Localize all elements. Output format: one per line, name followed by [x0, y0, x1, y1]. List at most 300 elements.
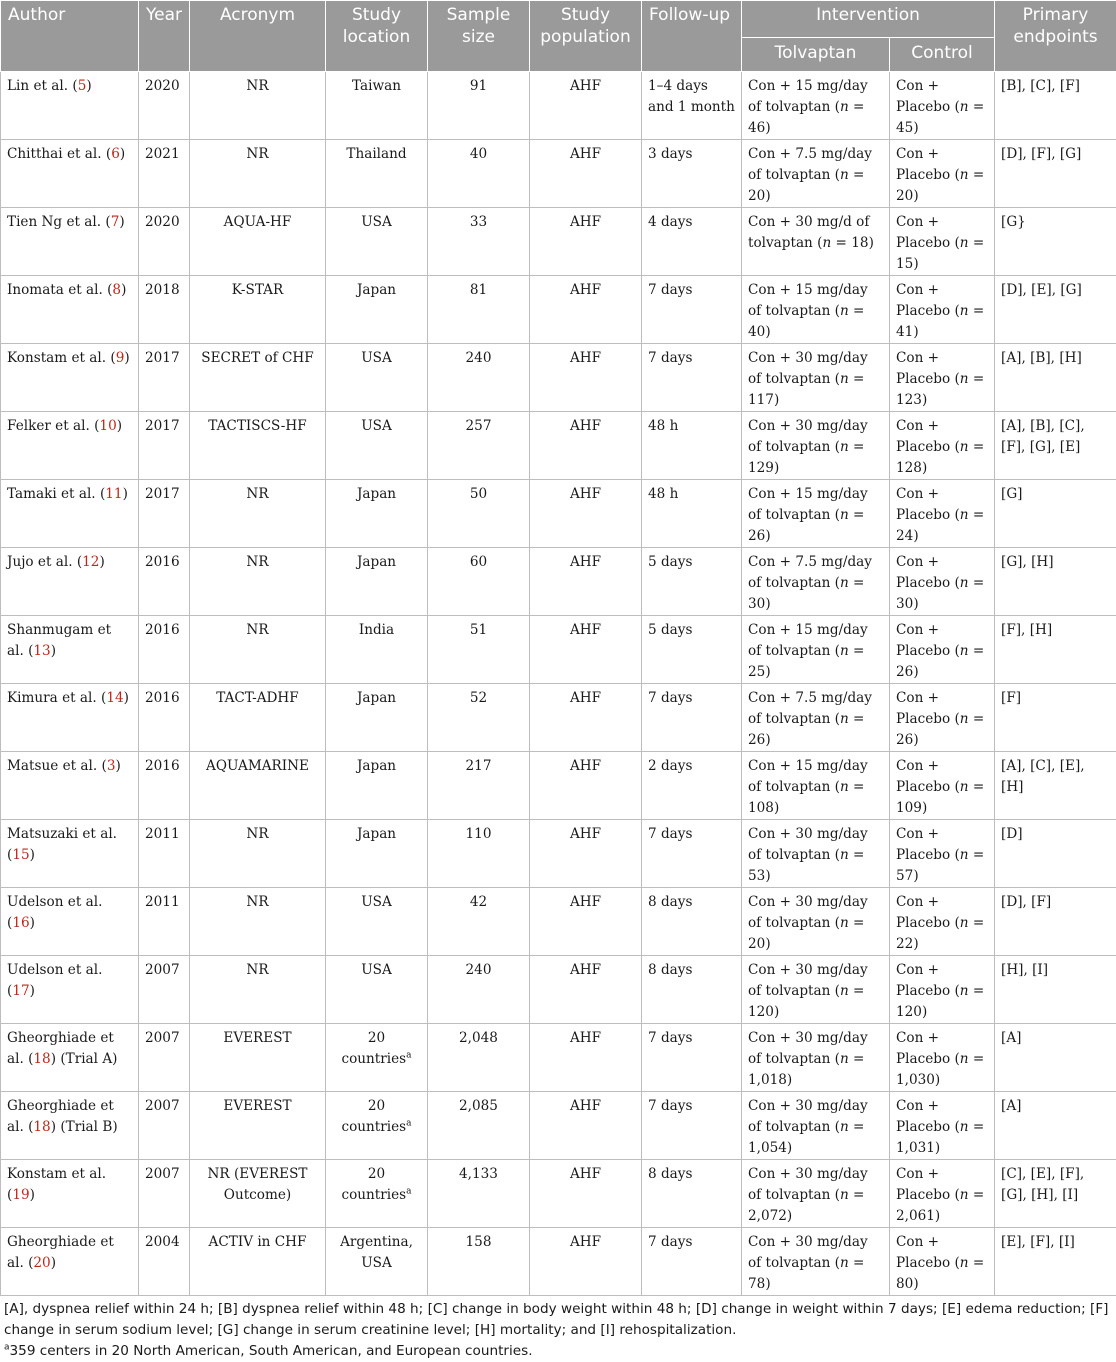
n-eq: =	[969, 643, 985, 659]
reference-link[interactable]: 11	[105, 486, 122, 502]
cell-control	[890, 820, 995, 888]
cell-follow-up: 8 days	[642, 1160, 742, 1228]
location-text: Japan	[357, 282, 396, 298]
reference-link[interactable]: 5	[78, 78, 87, 94]
control-n: 128	[896, 460, 922, 476]
cell-location	[326, 140, 428, 208]
close-paren: )	[913, 324, 918, 340]
location-text: USA	[361, 962, 392, 978]
n-eq: =	[849, 779, 865, 795]
cell-acronym: K-STAR	[190, 276, 326, 344]
n-eq: =	[849, 915, 865, 931]
n-label: n	[960, 439, 969, 455]
location-footnote-mark: a	[406, 1118, 411, 1128]
author-tail: )	[119, 214, 124, 230]
col-header-sample-size: Sample size	[428, 1, 530, 72]
cell-year: 2011	[139, 888, 190, 956]
cell-control	[890, 480, 995, 548]
cell-location	[326, 1160, 428, 1228]
col-header-study-population: Study population	[530, 1, 642, 72]
cell-location	[326, 956, 428, 1024]
table-row	[1, 480, 1116, 548]
cell-sample-size: 240	[428, 956, 530, 1024]
cell-year: 2004	[139, 1228, 190, 1296]
control-prefix: Con + Placebo (	[896, 1234, 960, 1271]
control-n: 1,031	[896, 1140, 935, 1156]
cell-tolvaptan	[742, 208, 890, 276]
cell-control	[890, 1024, 995, 1092]
reference-link[interactable]: 10	[99, 418, 116, 434]
cell-population: AHF	[530, 480, 642, 548]
cell-year: 2017	[139, 344, 190, 412]
n-eq: =	[849, 643, 865, 659]
tolvaptan-dose: Con + 15 mg/day of tolvaptan (	[748, 758, 868, 795]
n-eq: =	[849, 371, 865, 387]
reference-link[interactable]: 18	[33, 1051, 50, 1067]
cell-location	[326, 1228, 428, 1296]
author-tail: )	[124, 350, 129, 366]
control-n: 45	[896, 120, 913, 136]
n-label: n	[960, 371, 969, 387]
cell-acronym: NR	[190, 480, 326, 548]
cell-tolvaptan	[742, 412, 890, 480]
cell-tolvaptan	[742, 1228, 890, 1296]
cell-endpoints: [B], [C], [F]	[995, 72, 1116, 140]
cell-sample-size: 158	[428, 1228, 530, 1296]
tolvaptan-dose: Con + 30 mg/day of tolvaptan (	[748, 350, 868, 387]
cell-acronym: EVEREST	[190, 1024, 326, 1092]
reference-link[interactable]: 9	[116, 350, 125, 366]
control-n: 20	[896, 188, 913, 204]
author-tail: ) (Trial A)	[51, 1051, 118, 1067]
cell-endpoints: [F]	[995, 684, 1116, 752]
reference-link[interactable]: 8	[112, 282, 121, 298]
cell-control	[890, 276, 995, 344]
cell-follow-up: 48 h	[642, 480, 742, 548]
tolvaptan-dose: Con + 15 mg/day of tolvaptan (	[748, 486, 868, 523]
control-n: 120	[896, 1004, 922, 1020]
n-eq: =	[969, 779, 985, 795]
author-tail: )	[30, 847, 35, 863]
n-eq: =	[849, 1119, 865, 1135]
tolvaptan-n: 120	[748, 1004, 774, 1020]
table-row	[1, 888, 1116, 956]
control-n: 109	[896, 800, 922, 816]
n-label: n	[960, 1187, 969, 1203]
control-prefix: Con + Placebo (	[896, 826, 960, 863]
cell-tolvaptan	[742, 1092, 890, 1160]
cell-population: AHF	[530, 1160, 642, 1228]
author-tail: )	[115, 758, 120, 774]
n-label: n	[840, 983, 849, 999]
cell-tolvaptan	[742, 1024, 890, 1092]
cell-author	[1, 344, 139, 412]
n-eq: =	[969, 983, 985, 999]
n-label: n	[840, 575, 849, 591]
close-paren: )	[913, 868, 918, 884]
author-name: Inomata et al. (	[7, 282, 112, 298]
author-name: Konstam et al. (	[7, 1166, 106, 1203]
n-label: n	[960, 575, 969, 591]
cell-population: AHF	[530, 684, 642, 752]
location-text: 20 countries	[341, 1030, 406, 1067]
control-prefix: Con + Placebo (	[896, 350, 960, 387]
n-eq: =	[849, 575, 865, 591]
cell-location	[326, 412, 428, 480]
cell-control	[890, 888, 995, 956]
cell-follow-up: 3 days	[642, 140, 742, 208]
reference-link[interactable]: 15	[12, 847, 29, 863]
cell-location	[326, 752, 428, 820]
author-name: Konstam et al. (	[7, 350, 116, 366]
tolvaptan-n: 26	[748, 732, 765, 748]
control-prefix: Con + Placebo (	[896, 554, 960, 591]
close-paren: )	[913, 528, 918, 544]
cell-follow-up: 2 days	[642, 752, 742, 820]
cell-follow-up: 7 days	[642, 1024, 742, 1092]
close-paren: )	[765, 868, 770, 884]
cell-tolvaptan	[742, 548, 890, 616]
cell-acronym: NR	[190, 956, 326, 1024]
cell-population: AHF	[530, 548, 642, 616]
cell-year: 2017	[139, 480, 190, 548]
author-name: Shanmugam et al. (	[7, 622, 111, 659]
cell-year: 2011	[139, 820, 190, 888]
control-n: 24	[896, 528, 913, 544]
n-label: n	[840, 779, 849, 795]
header-row-1	[1, 1, 1116, 38]
control-prefix: Con + Placebo (	[896, 962, 960, 999]
cell-year: 2007	[139, 956, 190, 1024]
col-header-follow-up: Follow-up	[642, 1, 742, 72]
table-row	[1, 412, 1116, 480]
close-paren: )	[922, 800, 927, 816]
author-name: Jujo et al. (	[7, 554, 82, 570]
cell-population: AHF	[530, 412, 642, 480]
n-label: n	[840, 167, 849, 183]
cell-endpoints: [G], [H]	[995, 548, 1116, 616]
cell-sample-size: 2,048	[428, 1024, 530, 1092]
author-name: Udelson et al. (	[7, 962, 102, 999]
cell-follow-up: 1–4 days and 1 month	[642, 72, 742, 140]
n-eq: =	[831, 235, 851, 251]
cell-endpoints: [A]	[995, 1024, 1116, 1092]
close-paren: )	[935, 1072, 940, 1088]
reference-link[interactable]: 12	[82, 554, 99, 570]
control-prefix: Con + Placebo (	[896, 1166, 960, 1203]
tolvaptan-dose: Con + 30 mg/day of tolvaptan (	[748, 1234, 868, 1271]
cell-follow-up: 7 days	[642, 820, 742, 888]
n-eq: =	[969, 439, 985, 455]
cell-location	[326, 208, 428, 276]
n-eq: =	[969, 1051, 985, 1067]
col-header-study-location: Study location	[326, 1, 428, 72]
author-name: Gheorghiade et al. (	[7, 1098, 114, 1135]
close-paren: )	[913, 188, 918, 204]
control-prefix: Con + Placebo (	[896, 758, 960, 795]
col-header-year: Year	[139, 1, 190, 72]
tolvaptan-dose: Con + 30 mg/day of tolvaptan (	[748, 418, 868, 455]
author-tail: )	[51, 1255, 56, 1271]
cell-population: AHF	[530, 140, 642, 208]
cell-control	[890, 684, 995, 752]
control-prefix: Con + Placebo (	[896, 622, 960, 659]
reference-link[interactable]: 17	[12, 983, 29, 999]
close-paren: )	[935, 1208, 940, 1224]
cell-acronym: NR	[190, 616, 326, 684]
location-text: USA	[361, 214, 392, 230]
n-eq: =	[849, 167, 865, 183]
tolvaptan-n: 108	[748, 800, 774, 816]
tolvaptan-n: 117	[748, 392, 774, 408]
reference-link[interactable]: 13	[33, 643, 50, 659]
author-tail: )	[117, 418, 122, 434]
cell-author	[1, 1228, 139, 1296]
author-tail: )	[99, 554, 104, 570]
table-row	[1, 344, 1116, 412]
table-row	[1, 208, 1116, 276]
cell-acronym: NR	[190, 140, 326, 208]
n-eq: =	[849, 1255, 865, 1271]
n-eq: =	[969, 711, 985, 727]
cell-follow-up: 8 days	[642, 888, 742, 956]
author-tail: )	[30, 1187, 35, 1203]
n-label: n	[840, 643, 849, 659]
n-eq: =	[969, 167, 985, 183]
n-label: n	[840, 439, 849, 455]
close-paren: )	[765, 732, 770, 748]
n-label: n	[840, 711, 849, 727]
close-paren: )	[869, 235, 874, 251]
cell-acronym: NR	[190, 820, 326, 888]
cell-tolvaptan	[742, 888, 890, 956]
author-tail: )	[120, 146, 125, 162]
location-text: USA	[361, 418, 392, 434]
close-paren: )	[765, 528, 770, 544]
n-label: n	[840, 1187, 849, 1203]
cell-year: 2020	[139, 208, 190, 276]
tolvaptan-n: 46	[748, 120, 765, 136]
cell-location	[326, 344, 428, 412]
tolvaptan-dose: Con + 30 mg/day of tolvaptan (	[748, 894, 868, 931]
tolvaptan-dose: Con + 30 mg/day of tolvaptan (	[748, 1030, 868, 1067]
close-paren: )	[922, 1004, 927, 1020]
cell-population: AHF	[530, 752, 642, 820]
cell-control	[890, 1092, 995, 1160]
author-name: Matsue et al. (	[7, 758, 107, 774]
n-eq: =	[849, 99, 865, 115]
col-header-tolvaptan: Tolvaptan	[742, 38, 890, 72]
cell-endpoints: [C], [E], [F], [G], [H], [I]	[995, 1160, 1116, 1228]
table-row	[1, 276, 1116, 344]
cell-population: AHF	[530, 1024, 642, 1092]
close-paren: )	[922, 460, 927, 476]
location-text: Japan	[357, 690, 396, 706]
cell-location	[326, 684, 428, 752]
footnote-a-mark: a	[4, 1342, 10, 1352]
cell-author	[1, 888, 139, 956]
cell-sample-size: 40	[428, 140, 530, 208]
reference-link[interactable]: 16	[12, 915, 29, 931]
author-name: Tien Ng et al. (	[7, 214, 111, 230]
cell-sample-size: 91	[428, 72, 530, 140]
reference-link[interactable]: 6	[111, 146, 120, 162]
cell-control	[890, 412, 995, 480]
cell-tolvaptan	[742, 956, 890, 1024]
control-prefix: Con + Placebo (	[896, 1098, 960, 1135]
control-prefix: Con + Placebo (	[896, 78, 960, 115]
tolvaptan-n: 20	[748, 188, 765, 204]
reference-link[interactable]: 3	[107, 758, 116, 774]
n-label: n	[822, 235, 831, 251]
cell-endpoints: [D], [F]	[995, 888, 1116, 956]
col-header-control: Control	[890, 38, 995, 72]
reference-link[interactable]: 20	[33, 1255, 50, 1271]
cell-author	[1, 820, 139, 888]
cell-tolvaptan	[742, 684, 890, 752]
cell-sample-size: 81	[428, 276, 530, 344]
close-paren: )	[913, 120, 918, 136]
n-label: n	[840, 507, 849, 523]
cell-tolvaptan	[742, 820, 890, 888]
n-label: n	[960, 1119, 969, 1135]
control-n: 80	[896, 1276, 913, 1292]
reference-link[interactable]: 14	[106, 690, 123, 706]
cell-tolvaptan	[742, 480, 890, 548]
location-text: Argentina, USA	[340, 1234, 413, 1271]
tolvaptan-dose: Con + 30 mg/day of tolvaptan (	[748, 1166, 868, 1203]
control-n: 22	[896, 936, 913, 952]
cell-endpoints: [F], [H]	[995, 616, 1116, 684]
table-footnotes	[0, 1296, 1116, 1362]
table-row	[1, 140, 1116, 208]
cell-acronym: SECRET of CHF	[190, 344, 326, 412]
cell-population: AHF	[530, 616, 642, 684]
col-header-author: Author	[1, 1, 139, 72]
cell-location	[326, 480, 428, 548]
location-footnote-mark: a	[406, 1050, 411, 1060]
n-label: n	[960, 711, 969, 727]
close-paren: )	[922, 392, 927, 408]
reference-link[interactable]: 18	[33, 1119, 50, 1135]
cell-tolvaptan	[742, 72, 890, 140]
n-eq: =	[969, 303, 985, 319]
cell-control	[890, 752, 995, 820]
cell-acronym: NR (EVEREST Outcome)	[190, 1160, 326, 1228]
tolvaptan-n: 20	[748, 936, 765, 952]
location-text: Japan	[357, 826, 396, 842]
cell-year: 2018	[139, 276, 190, 344]
close-paren: )	[765, 1276, 770, 1292]
cell-sample-size: 42	[428, 888, 530, 956]
cell-sample-size: 33	[428, 208, 530, 276]
reference-link[interactable]: 7	[111, 214, 120, 230]
author-name: Gheorghiade et al. (	[7, 1234, 114, 1271]
cell-year: 2017	[139, 412, 190, 480]
cell-endpoints: [E], [F], [I]	[995, 1228, 1116, 1296]
cell-author	[1, 956, 139, 1024]
cell-author	[1, 752, 139, 820]
table-row	[1, 1228, 1116, 1296]
author-tail: ) (Trial B)	[51, 1119, 118, 1135]
table-row	[1, 752, 1116, 820]
n-label: n	[840, 371, 849, 387]
n-eq: =	[969, 1119, 985, 1135]
author-name: Kimura et al. (	[7, 690, 106, 706]
cell-control	[890, 956, 995, 1024]
cell-author	[1, 480, 139, 548]
n-eq: =	[849, 1187, 865, 1203]
n-label: n	[960, 303, 969, 319]
n-eq: =	[969, 575, 985, 591]
col-header-primary-endpoints: Primary endpoints	[995, 1, 1116, 72]
control-n: 2,061	[896, 1208, 935, 1224]
cell-author	[1, 548, 139, 616]
close-paren: )	[913, 256, 918, 272]
cell-endpoints: [D], [E], [G]	[995, 276, 1116, 344]
close-paren: )	[787, 1072, 792, 1088]
cell-endpoints: [H], [I]	[995, 956, 1116, 1024]
close-paren: )	[765, 324, 770, 340]
cell-endpoints: [A]	[995, 1092, 1116, 1160]
author-name: Matsuzaki et al. (	[7, 826, 117, 863]
reference-link[interactable]: 19	[12, 1187, 29, 1203]
n-eq: =	[849, 711, 865, 727]
cell-follow-up: 8 days	[642, 956, 742, 1024]
n-label: n	[960, 99, 969, 115]
author-name: Gheorghiade et al. (	[7, 1030, 114, 1067]
n-eq: =	[849, 983, 865, 999]
author-name: Tamaki et al. (	[7, 486, 105, 502]
footnote-a-text: 359 centers in 20 North American, South American, and European countries.	[10, 1343, 533, 1359]
close-paren: )	[774, 800, 779, 816]
close-paren: )	[765, 936, 770, 952]
cell-location	[326, 1092, 428, 1160]
author-name: Chitthai et al. (	[7, 146, 111, 162]
tolvaptan-dose: Con + 15 mg/day of tolvaptan (	[748, 78, 868, 115]
cell-follow-up: 7 days	[642, 344, 742, 412]
n-label: n	[840, 1051, 849, 1067]
cell-author	[1, 684, 139, 752]
cell-sample-size: 51	[428, 616, 530, 684]
cell-location	[326, 276, 428, 344]
tolvaptan-dose: Con + 7.5 mg/day of tolvaptan (	[748, 554, 872, 591]
location-footnote-mark: a	[406, 1186, 411, 1196]
n-eq: =	[849, 507, 865, 523]
location-text: Japan	[357, 486, 396, 502]
close-paren: )	[913, 936, 918, 952]
table-row	[1, 1024, 1116, 1092]
cell-endpoints: [A], [B], [C], [F], [G], [E]	[995, 412, 1116, 480]
n-label: n	[960, 779, 969, 795]
tolvaptan-dose: Con + 15 mg/day of tolvaptan (	[748, 282, 868, 319]
cell-endpoints: [G}	[995, 208, 1116, 276]
author-tail: )	[30, 983, 35, 999]
cell-location	[326, 820, 428, 888]
cell-acronym: NR	[190, 72, 326, 140]
location-text: India	[359, 622, 394, 638]
close-paren: )	[774, 392, 779, 408]
n-eq: =	[969, 235, 985, 251]
n-label: n	[960, 643, 969, 659]
control-prefix: Con + Placebo (	[896, 282, 960, 319]
tolvaptan-dose: Con + 30 mg/day of tolvaptan (	[748, 826, 868, 863]
n-label: n	[960, 507, 969, 523]
author-name: Lin et al. (	[7, 78, 78, 94]
n-label: n	[840, 847, 849, 863]
cell-endpoints: [G]	[995, 480, 1116, 548]
location-text: 20 countries	[341, 1166, 406, 1203]
